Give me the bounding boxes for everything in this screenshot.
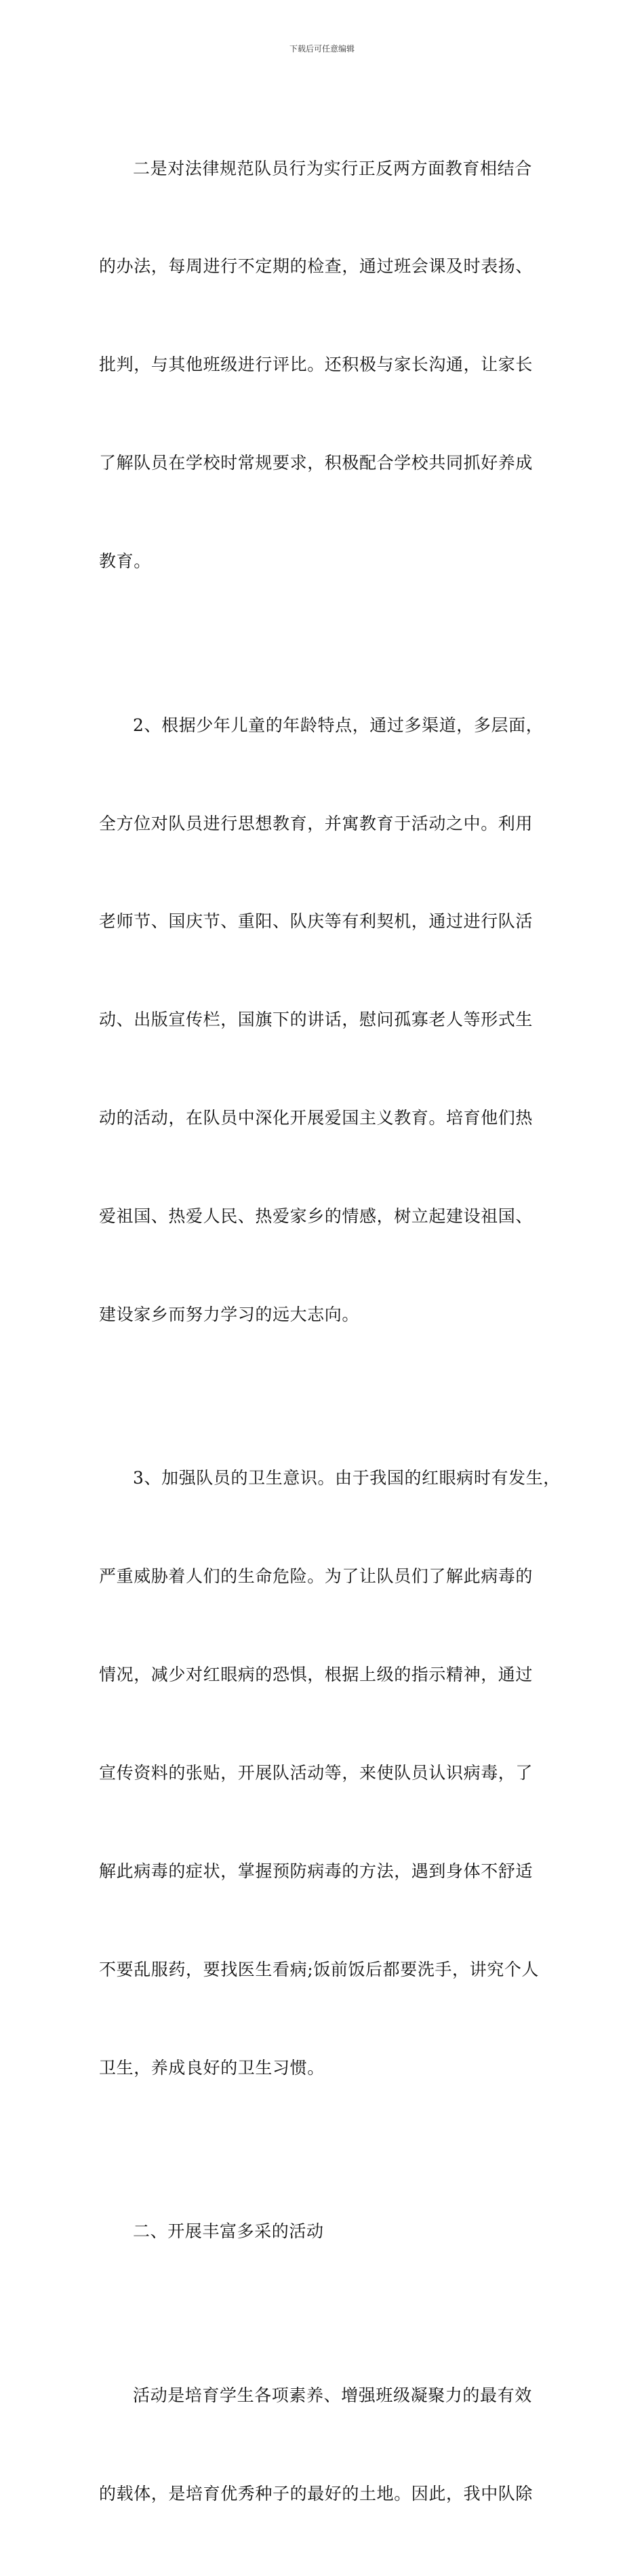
text-line: 活动是培育学生各项素养、增强班级凝聚力的最有效	[133, 2385, 532, 2405]
paragraph-3	[99, 1397, 561, 2150]
paragraph-4	[99, 2314, 546, 2575]
paragraph-2	[99, 643, 546, 1397]
document-body	[99, 87, 561, 2576]
text-line: 情况，减少对红眼病的恐惧，根据上级的指示精神，通过	[99, 1665, 534, 1685]
text-line: 动、出版宣传栏，国旗下的讲话，慰问孤寡老人等形式生	[99, 1010, 534, 1030]
text-line: 的办法，每周进行不定期的检查，通过班会课及时表扬、	[99, 256, 534, 277]
text-line: 不要乱服药，要找医生看病;饭前饭后都要洗手，讲究个人	[99, 1959, 540, 1979]
page-header: 下载后可任意编辑	[289, 44, 355, 54]
text-line: 建设家乡而努力学习的远大志向。	[99, 1304, 360, 1324]
text-line: 宣传资料的张贴，开展队活动等，来使队员认识病毒，了	[99, 1763, 534, 1783]
text-line: 全方位对队员进行思想教育，并寓教育于活动之中。利用	[99, 813, 534, 833]
text-line: 3、加强队员的卫生意识。由于我国的红眼病时有发生，	[133, 1468, 561, 1488]
section-heading	[99, 2150, 546, 2314]
text-line: 严重威胁着人们的生命危险。为了让队员们了解此病毒的	[99, 1566, 534, 1587]
text-line: 卫生，养成良好的卫生习惯。	[99, 2057, 325, 2078]
text-line: 教育。	[99, 551, 151, 572]
text-line: 爱祖国、热爱人民、热爱家乡的情感，树立起建设祖国、	[99, 1206, 534, 1227]
text-line: 了解队员在学校时常规要求，积极配合学校共同抓好养成	[99, 453, 534, 473]
text-line: 2、根据少年儿童的年龄特点，通过多渠道，多层面，	[133, 715, 544, 735]
text-line: 老师节、国庆节、重阳、队庆等有利契机，通过进行队活	[99, 911, 534, 932]
text-line: 动的活动，在队员中深化开展爱国主义教育。培育他们热	[99, 1108, 534, 1128]
text-line: 批判，与其他班级进行评比。还积极与家长沟通，让家长	[99, 355, 534, 375]
text-line: 解此病毒的症状，掌握预防病毒的方法，遇到身体不舒适	[99, 1861, 534, 1882]
paragraph-1	[99, 87, 546, 643]
text-line: 的载体，是培育优秀种子的最好的土地。因此，我中队除	[99, 2483, 534, 2503]
text-line: 二、开展丰富多采的活动	[133, 2221, 324, 2242]
text-line: 二是对法律规范队员行为实行正反两方面教育相结合	[133, 158, 532, 178]
